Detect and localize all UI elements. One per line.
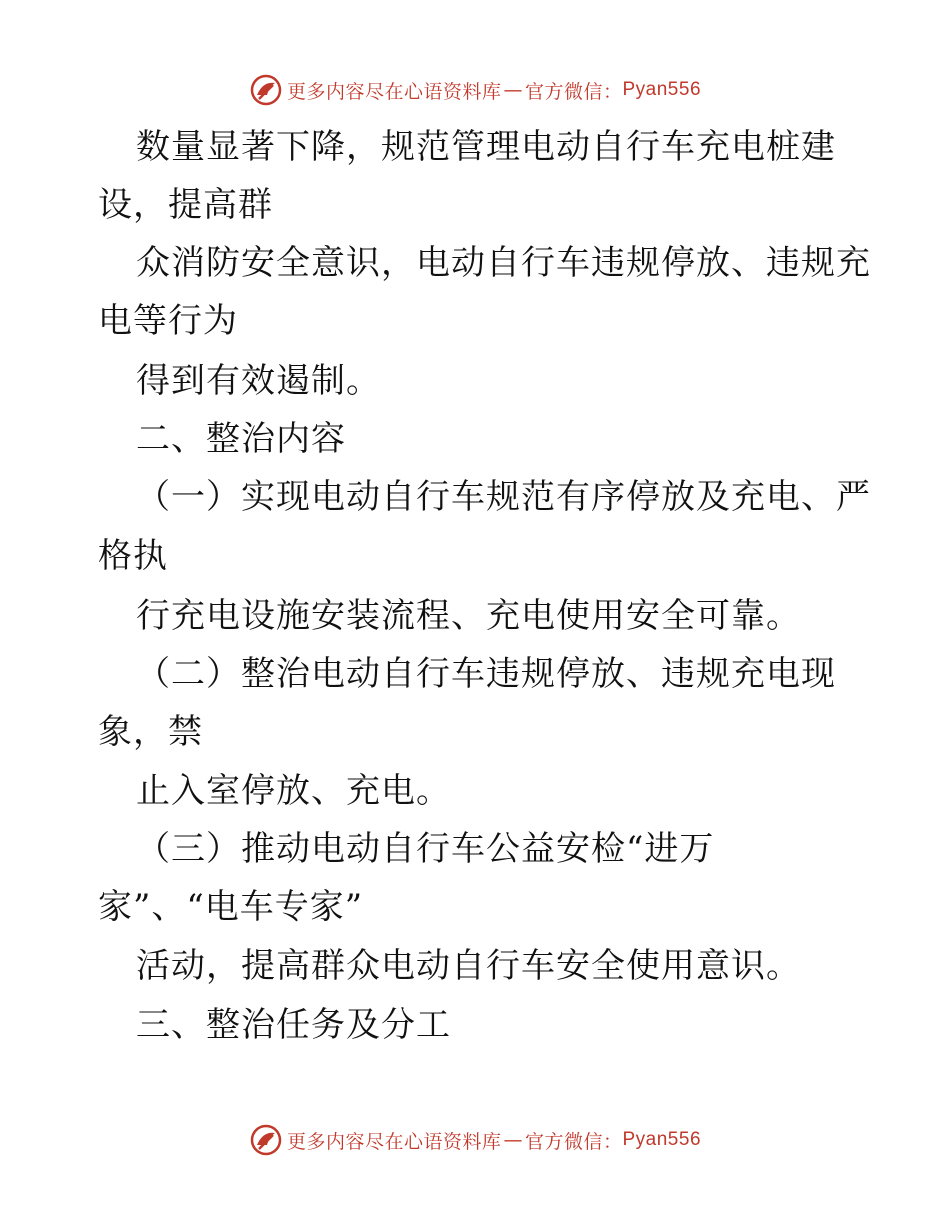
wechat-id: Pyan556 — [622, 79, 702, 100]
paragraph-line: 行充电设施安装流程、充电使用安全可靠。 — [136, 596, 801, 636]
logo-icon — [249, 73, 283, 107]
footer-watermark — [0, 1120, 950, 1160]
paragraph-line: （三）推动电动自行车公益安检“进万 — [136, 829, 715, 869]
wechat-id: Pyan556 — [622, 1129, 702, 1150]
paragraph-line: 设，提高群 — [98, 185, 273, 225]
paragraph-line: 数量显著下降，规范管理电动自行车充电桩建 — [136, 127, 836, 167]
section-heading: 二、整治内容 — [136, 419, 346, 459]
brand-text: 更多内容尽在心语资料库 — [286, 80, 502, 103]
section-heading: 三、整治任务及分工 — [136, 1005, 451, 1045]
dash-separator: — — [503, 79, 523, 101]
paragraph-line: 得到有效遏制。 — [136, 361, 381, 401]
wechat-label: 官方微信： — [524, 1130, 623, 1153]
paragraph-line: 活动，提高群众电动自行车安全使用意识。 — [136, 946, 801, 986]
paragraph-line: 众消防安全意识，电动自行车违规停放、违规充 — [136, 243, 871, 283]
brand-text: 更多内容尽在心语资料库 — [286, 1130, 502, 1153]
paragraph-line: 格执 — [98, 536, 168, 576]
dash-separator: — — [503, 1129, 523, 1151]
paragraph-line: （一）实现电动自行车规范有序停放及充电、严 — [136, 477, 871, 517]
paragraph-line: 家”、“电车专家” — [98, 887, 364, 927]
logo-icon — [249, 1123, 283, 1157]
paragraph-line: 止入室停放、充电。 — [136, 771, 451, 811]
paragraph-line: 电等行为 — [98, 301, 238, 341]
paragraph-line: 象，禁 — [98, 712, 203, 752]
header-watermark — [0, 70, 950, 110]
wechat-label: 官方微信： — [524, 80, 623, 103]
paragraph-line: （二）整治电动自行车违规停放、违规充电现 — [136, 654, 836, 694]
